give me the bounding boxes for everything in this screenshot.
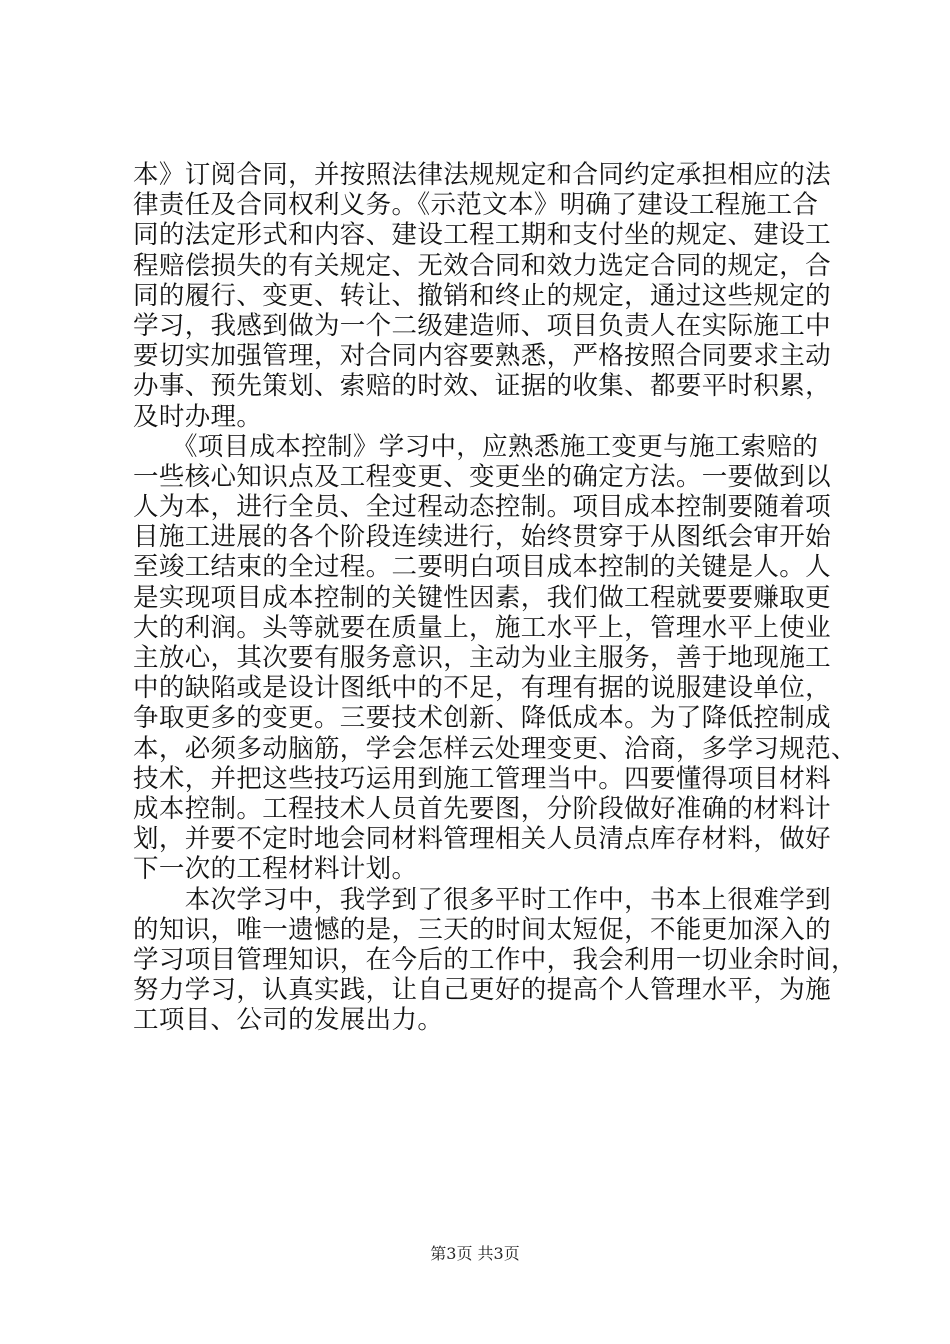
paragraph-start-line: 《项目成本控制》学习中，应熟悉施工变更与施工索赔的 bbox=[133, 431, 819, 462]
text-line: 本》订阅合同，并按照法律法规规定和合同约定承担相应的法 bbox=[133, 160, 831, 190]
text-line: 人为本，进行全员、全过程动态控制。项目成本控制要随着项 bbox=[133, 492, 831, 523]
text-line: 同的履行、变更、转让、撤销和终止的规定，通过这些规定的 bbox=[133, 280, 831, 311]
text-line: 至竣工结束的全过程。二要明白项目成本控制的关键是人。人 bbox=[133, 552, 831, 583]
text-line: 本，必须多动脑筋，学会怎样云处理变更、洽商，多学习规范、 bbox=[133, 733, 857, 764]
text-line: 学习，我感到做为一个二级建造师、项目负责人在实际施工中 bbox=[133, 310, 831, 341]
text-line: 学习项目管理知识，在今后的工作中，我会利用一切业余时间， bbox=[133, 944, 857, 975]
text-line: 主放心，其次要有服务意识，主动为业主服务，善于地现施工 bbox=[133, 643, 831, 673]
text-line: 一些核心知识点及工程变更、变更坐的确定方法。一要做到以 bbox=[133, 461, 831, 492]
text-line: 中的缺陷或是设计图纸中的不足，有理有据的说服建设单位， bbox=[133, 673, 831, 704]
text-line: 办事、预先策划、索赔的时效、证据的收集、都要平时积累， bbox=[133, 371, 831, 402]
document-body bbox=[133, 160, 857, 1036]
text-line: 争取更多的变更。三要技术创新、降低成本。为了降低控制成 bbox=[133, 703, 831, 734]
text-line: 技术，并把这些技巧运用到施工管理当中。四要懂得项目材料 bbox=[133, 763, 831, 794]
text-line: 及时办理。 bbox=[133, 401, 263, 432]
text-line: 大的利润。头等就要在质量上，施工水平上，管理水平上使业 bbox=[133, 612, 831, 643]
text-line: 目施工进展的各个阶段连续进行，始终贯穿于从图纸会审开始 bbox=[133, 522, 831, 553]
text-line: 划，并要不定时地会同材料管理相关人员清点库存材料，做好 bbox=[133, 824, 831, 855]
text-line: 工项目、公司的发展出力。 bbox=[133, 1005, 444, 1036]
page-footer bbox=[0, 1244, 950, 1264]
page-number: 第3页 共3页 bbox=[430, 1244, 520, 1263]
text-line: 下一次的工程材料计划。 bbox=[133, 854, 418, 885]
text-line: 是实现项目成本控制的关键性因素，我们做工程就要要赚取更 bbox=[133, 582, 831, 613]
text-line: 律责任及合同权利义务。《示范文本》明确了建设工程施工合 bbox=[133, 190, 819, 221]
text-line: 同的法定形式和内容、建设工程工期和支付坐的规定、建设工 bbox=[133, 220, 831, 251]
text-line: 程赔偿损失的有关规定、无效合同和效力选定合同的规定，合 bbox=[133, 250, 831, 281]
paragraph-start-line: 本次学习中，我学到了很多平时工作中，书本上很难学到 bbox=[133, 884, 831, 915]
text-line: 要切实加强管理，对合同内容要熟悉，严格按照合同要求主动 bbox=[133, 341, 831, 372]
text-line: 成本控制。工程技术人员首先要图，分阶段做好准确的材料计 bbox=[133, 793, 831, 824]
text-line: 的知识，唯一遗憾的是，三天的时间太短促，不能更加深入的 bbox=[133, 914, 831, 945]
text-line: 努力学习，认真实践，让自己更好的提高个人管理水平，为施 bbox=[133, 975, 831, 1006]
